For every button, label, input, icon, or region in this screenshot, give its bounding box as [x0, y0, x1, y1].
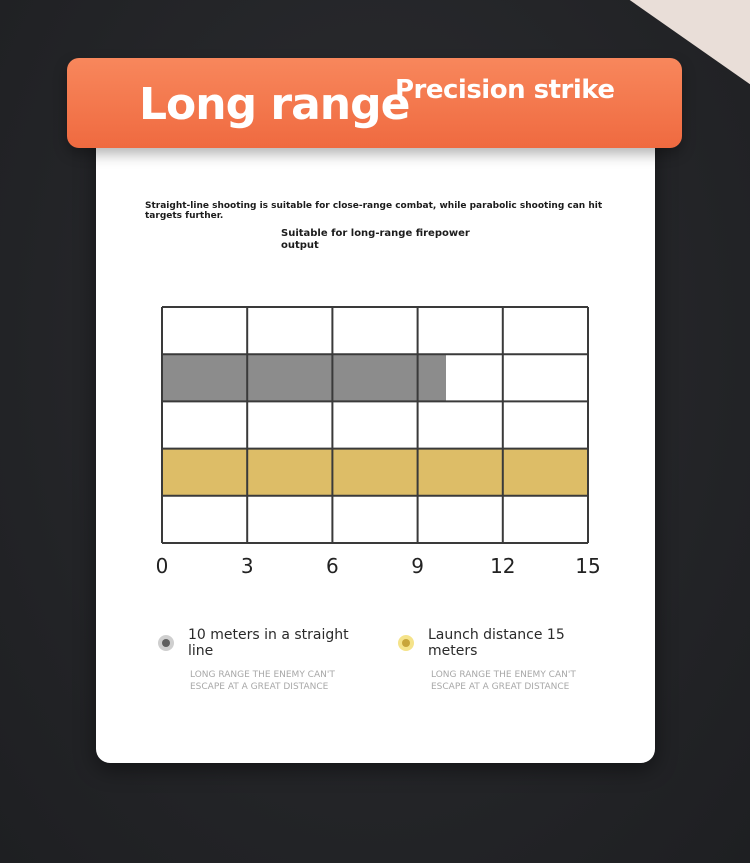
gold-dot-icon — [398, 635, 414, 651]
intro-text: Straight-line shooting is suitable for close-range combat, while parabolic shooting can hit targets further. — [145, 201, 603, 221]
page-subtitle: Precision strike — [395, 75, 615, 105]
x-tick-label-3: 9 — [411, 554, 424, 578]
x-tick-label-2: 6 — [326, 554, 339, 578]
page-title: Long range — [139, 79, 410, 130]
x-tick-label-5: 15 — [575, 554, 601, 578]
range-chart — [140, 290, 620, 590]
x-tick-label-1: 3 — [240, 554, 254, 578]
gray-dot-icon — [158, 635, 174, 651]
legend-title-straight: 10 meters in a straight line — [188, 627, 349, 659]
bar-0 — [162, 354, 446, 401]
x-tick-label-0: 0 — [155, 554, 169, 578]
bar-1 — [162, 449, 588, 496]
sub-note: Suitable for long-range firepower output — [281, 228, 470, 251]
legend-desc-straight: LONG RANGE THE ENEMY CAN'T ESCAPE AT A GREAT DISTANCE — [190, 670, 335, 692]
legend-desc-launch: LONG RANGE THE ENEMY CAN'T ESCAPE AT A GREAT DISTANCE — [431, 670, 576, 692]
x-tick-label-4: 12 — [490, 554, 516, 578]
legend-title-launch: Launch distance 15 meters — [428, 627, 565, 659]
